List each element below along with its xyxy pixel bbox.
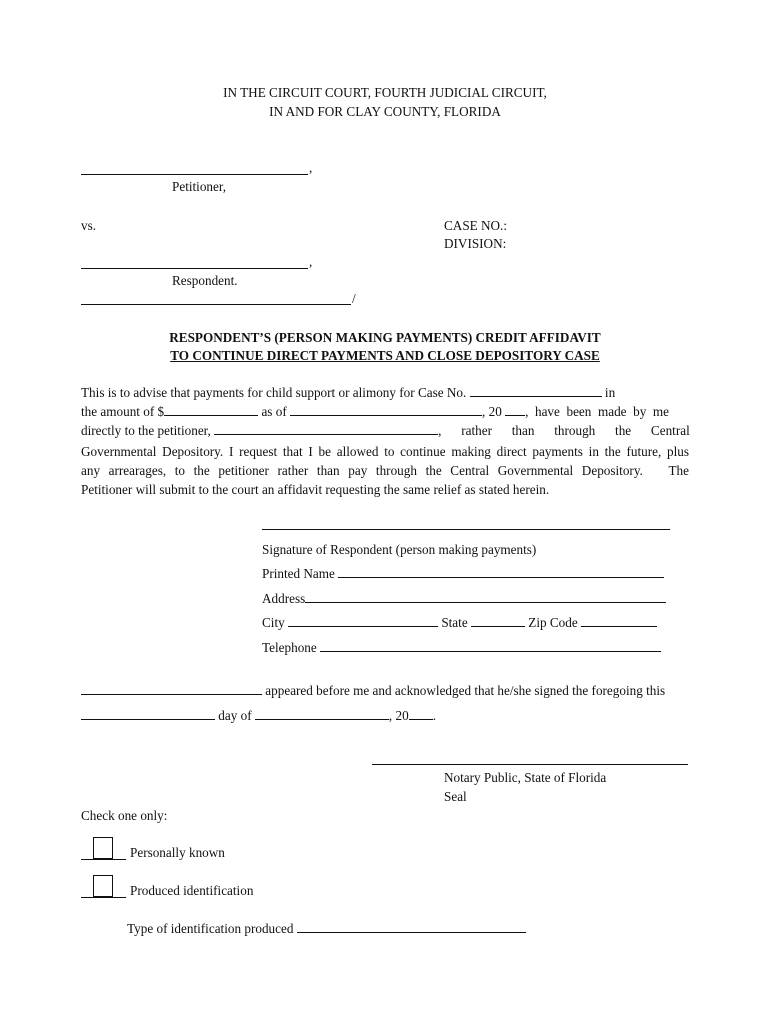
day-of-label: day of xyxy=(218,708,252,723)
personally-known-label: Personally known xyxy=(130,845,225,860)
zip-field[interactable] xyxy=(581,615,657,627)
signature-label: Signature of Respondent (person making payments) xyxy=(262,542,537,557)
division-label: DIVISION: xyxy=(444,236,507,251)
printed-name-label: Printed Name xyxy=(262,566,335,581)
respondent-label: Respondent. xyxy=(172,273,238,288)
check-heading: Check one only: xyxy=(81,808,168,823)
day-field[interactable] xyxy=(81,708,215,720)
court-line-2: IN AND FOR CLAY COUNTY, FLORIDA xyxy=(269,104,501,119)
notary-year-field[interactable] xyxy=(409,708,433,720)
state-label: State xyxy=(441,615,468,630)
produced-id-checkbox[interactable] xyxy=(93,875,113,897)
appeared-text: appeared before me and acknowledged that he/she signed the foregoing this xyxy=(265,683,666,698)
case-no-label: CASE NO.: xyxy=(444,218,508,233)
id-type-label: Type of identification produced xyxy=(127,921,294,936)
notary-signature-line[interactable] xyxy=(372,764,688,765)
body-line-1-text: This is to advise that payments for child support or alimony for Case No. xyxy=(81,385,467,400)
petitioner-comma: , xyxy=(309,160,313,175)
printed-name-field[interactable] xyxy=(338,566,664,578)
seal-label: Seal xyxy=(444,789,467,804)
body-line-5: any arrearages, to the petitioner rather than pay through the Central Governmental Depository. The xyxy=(81,463,689,478)
respondent-name-line[interactable] xyxy=(81,268,308,269)
appearing-person-field[interactable] xyxy=(81,683,262,695)
checkbox-underline-1 xyxy=(81,859,126,860)
body-line-2-end: , have been made by me xyxy=(525,404,670,419)
petitioner-name-line[interactable] xyxy=(81,174,308,175)
notary-year-prefix: , 20 xyxy=(388,708,409,723)
amount-field[interactable] xyxy=(164,404,258,416)
body-line-3-text: directly to the petitioner, xyxy=(81,423,211,438)
vs-label: vs. xyxy=(81,218,97,233)
produced-id-label: Produced identification xyxy=(130,883,254,898)
petitioner-label: Petitioner, xyxy=(172,179,227,194)
body-line-3-end: , rather than through the Central xyxy=(438,423,690,438)
court-line-1: IN THE CIRCUIT COURT, FOURTH JUDICIAL CIRCUIT, xyxy=(223,85,547,100)
personally-known-checkbox[interactable] xyxy=(93,837,113,859)
state-field[interactable] xyxy=(471,615,525,627)
body-line-4: Governmental Depository. I request that I be allowed to continue making direct payments in the future, plus xyxy=(81,444,689,459)
body-line-1-in: in xyxy=(604,385,616,400)
respondent-signature-line[interactable] xyxy=(262,529,670,530)
telephone-label: Telephone xyxy=(262,640,317,655)
id-type-field[interactable] xyxy=(297,921,526,933)
city-label: City xyxy=(262,615,285,630)
document-title-line-2: TO CONTINUE DIRECT PAYMENTS AND CLOSE DEPOSITORY CASE xyxy=(170,348,600,363)
year-prefix: , 20 xyxy=(482,404,502,419)
checkbox-underline-2 xyxy=(81,897,126,898)
zip-label: Zip Code xyxy=(528,615,578,630)
petitioner-payee-field[interactable] xyxy=(214,423,438,435)
address-label: Address xyxy=(262,591,306,606)
year-field[interactable] xyxy=(505,404,525,416)
telephone-field[interactable] xyxy=(320,640,661,652)
as-of-date-field[interactable] xyxy=(290,404,482,416)
respondent-comma: , xyxy=(309,254,313,269)
caption-close-line xyxy=(81,304,351,305)
as-of-label: as of xyxy=(261,404,287,419)
city-field[interactable] xyxy=(288,615,438,627)
notary-public-label: Notary Public, State of Florida xyxy=(444,770,607,785)
body-line-6: Petitioner will submit to the court an affidavit requesting the same relief as stated herein. xyxy=(81,482,550,497)
case-no-field[interactable] xyxy=(470,385,602,397)
caption-slash: / xyxy=(352,291,356,306)
month-field[interactable] xyxy=(255,708,389,720)
amount-label: the amount of $ xyxy=(81,404,165,419)
document-title-line-1: RESPONDENT’S (PERSON MAKING PAYMENTS) CREDIT AFFIDAVIT xyxy=(169,330,601,345)
notary-period: . xyxy=(432,708,436,723)
address-field[interactable] xyxy=(305,591,666,603)
